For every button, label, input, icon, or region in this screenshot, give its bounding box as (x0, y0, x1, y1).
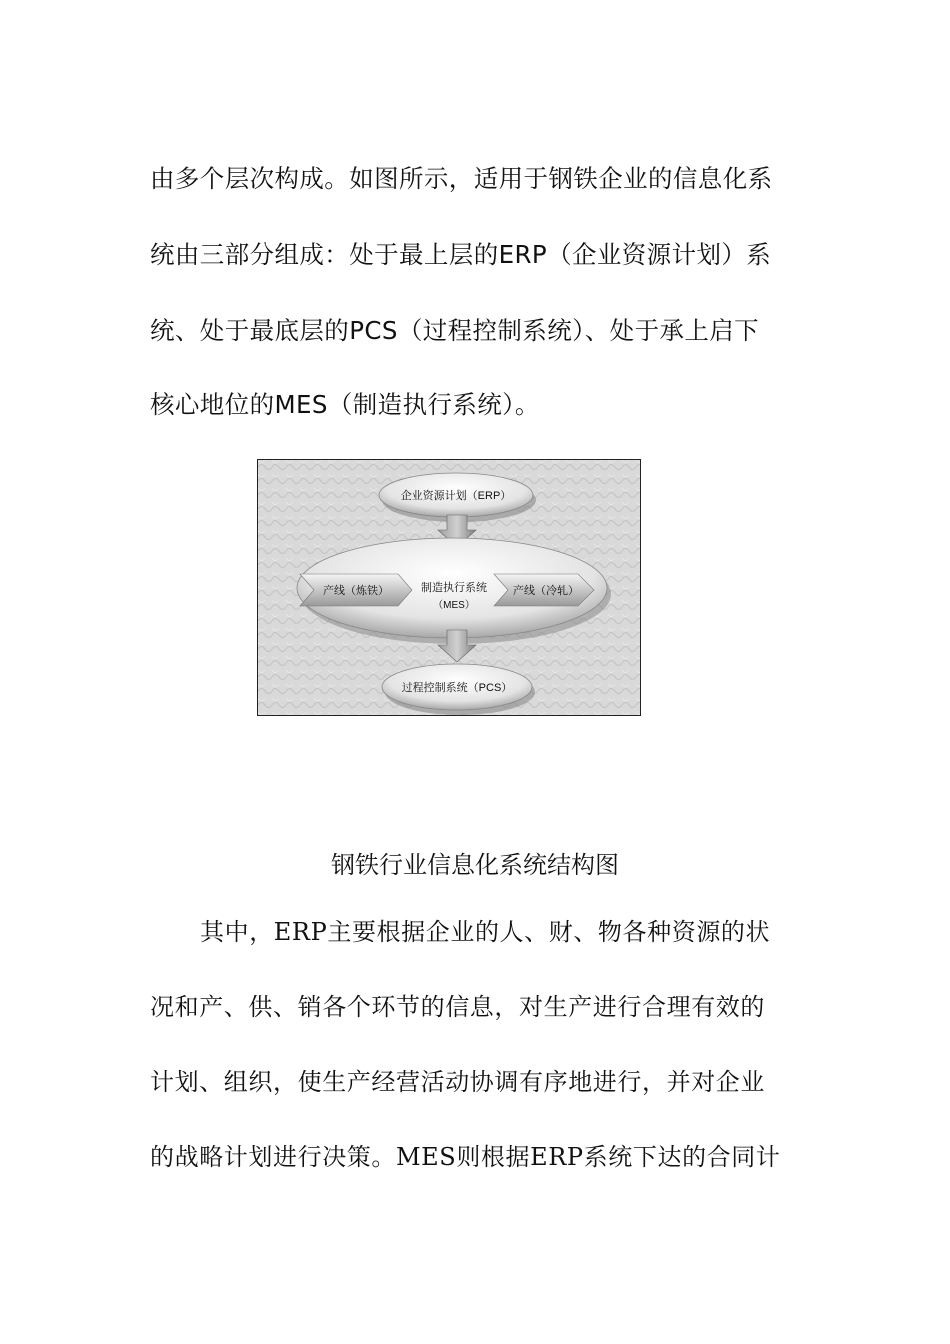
left-arrow-label: 产线（炼铁） (323, 585, 389, 597)
mes-label-line1: 制造执行系统 (421, 582, 487, 594)
paragraph-1-line-1: 由多个层次构成。如图所示，适用于钢铁企业的信息化系 (150, 164, 773, 193)
paragraph-2-line-3: 计划、组织，使生产经营活动协调有序地进行，并对企业 (150, 1068, 765, 1096)
mes-label-line2: （MES） (433, 600, 475, 611)
figure-caption: 钢铁行业信息化系统结构图 (331, 851, 619, 879)
paragraph-2-line-4: 的战略计划进行决策。MES则根据ERP系统下达的合同计 (150, 1143, 781, 1171)
pcs-label: 过程控制系统（PCS） (401, 682, 513, 694)
paragraph-1-line-2: 统由三部分组成：处于最上层的ERP（企业资源计划）系 (150, 240, 772, 269)
erp-label: 企业资源计划（ERP） (400, 490, 512, 502)
paragraph-2-line-2: 况和产、供、销各个环节的信息，对生产进行合理有效的 (150, 993, 765, 1021)
paragraph-2-line-1: 其中，ERP主要根据企业的人、财、物各种资源的状 (200, 918, 771, 946)
right-arrow-label: 产线（冷轧） (513, 585, 579, 597)
paragraph-1-line-4: 核心地位的MES（制造执行系统）。 (150, 390, 540, 419)
structure-diagram (257, 459, 641, 716)
paragraph-1-line-3: 统、处于最底层的PCS（过程控制系统）、处于承上启下 (150, 316, 760, 345)
